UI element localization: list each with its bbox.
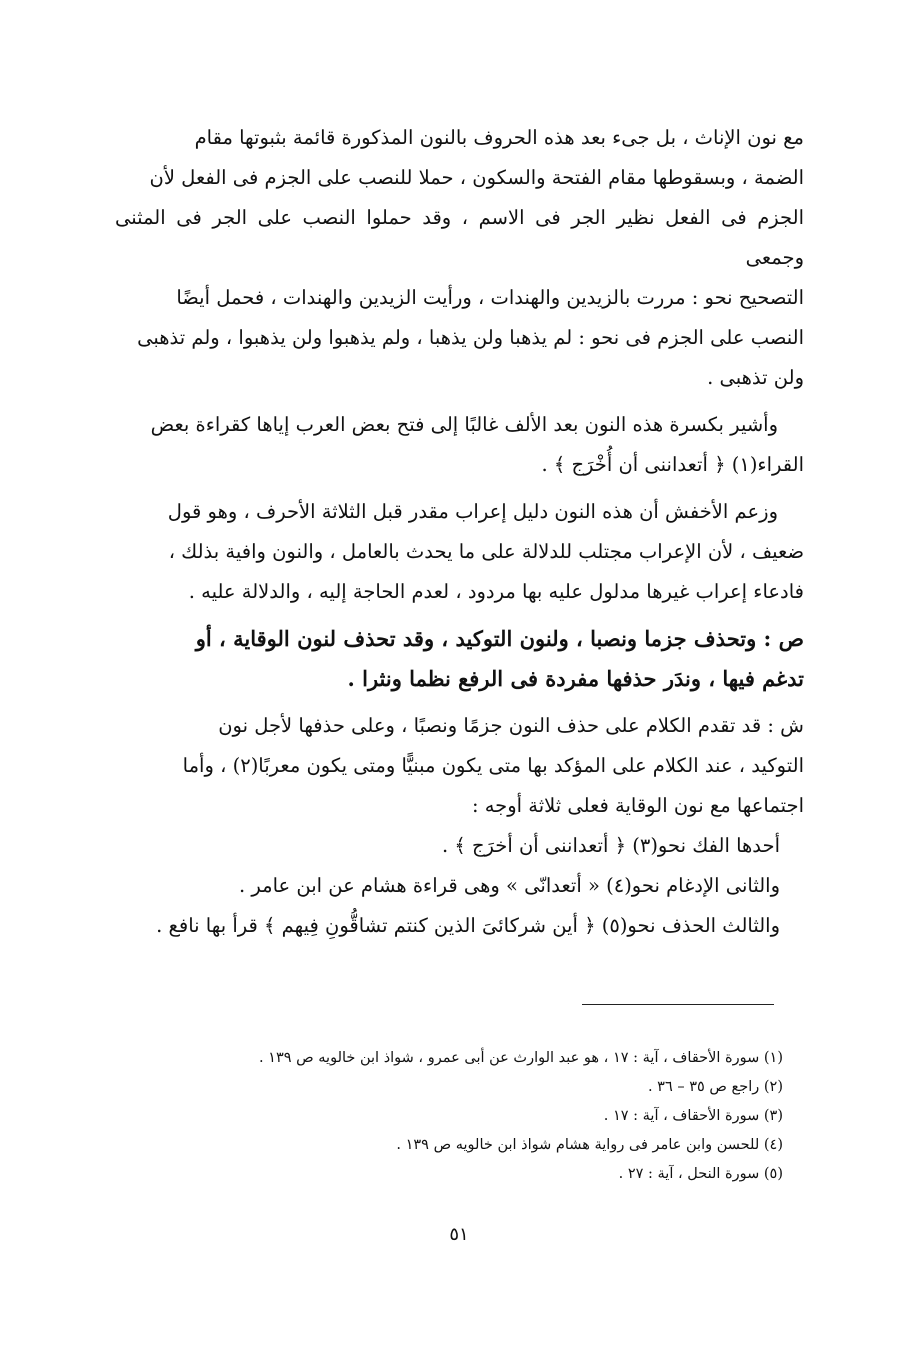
- text-line: مع نون الإناث ، بل جىء بعد هذه الحروف بالنون المذكورة قائمة بثبوتها مقام: [194, 126, 804, 149]
- text-line: [115, 492, 804, 532]
- list-item: والثالث الحذف نحو(٥) ﴿ أين شركائىَ الذين كنتم تشاقُّونِ فِيهم ﴾ قرأ بها نافع .: [156, 914, 780, 937]
- paragraph: [115, 706, 804, 946]
- footnote: (١) سورة الأحقاف ، آية : ١٧ ، هو عبد الوارث عن أبى عمرو ، شواذ ابن خالويه ص ١٣٩ .: [258, 1050, 783, 1066]
- paragraph: [115, 492, 804, 612]
- text-line: التوكيد ، عند الكلام على المؤكد بها متى يكون مبنيًّا ومتى يكون معربًا(٢) ، وأما: [182, 754, 804, 777]
- text-line-content: وأشير بكسرة هذه النون بعد الألف غالبًا إلى فتح بعض العرب إياها كقراءة بعض: [150, 413, 778, 436]
- text-line: ص : وتحذف جزما ونصبا ، ولنون التوكيد ، وقد تحذف لنون الوقاية ، أو: [195, 626, 804, 651]
- list-item: أحدها الفك نحو(٣) ﴿ أتعداننى أن أخرَج ﴾ .: [441, 834, 780, 857]
- matn-paragraph: [115, 619, 804, 699]
- text-line: [115, 405, 804, 445]
- main-text: [115, 118, 804, 953]
- paragraph: [115, 405, 804, 485]
- footnote: (٢) راجع ص ٣٥ – ٣٦ .: [647, 1079, 783, 1095]
- text-line: النصب على الجزم فى نحو : لم يذهبا ولن يذهبا ، ولم يذهبوا ولن يذهبوا ، ولم تذهبى: [137, 326, 804, 349]
- text-line: التصحيح نحو : مررت بالزيدين والهندات ، ورأيت الزيدين والهندات ، فحمل أيضًا: [176, 286, 804, 309]
- footnote: (٣) سورة الأحقاف ، آية : ١٧ .: [603, 1108, 783, 1124]
- text-line: ش : قد تقدم الكلام على حذف النون جزمًا ونصبًا ، وعلى حذفها لأجل نون: [218, 714, 804, 737]
- footnotes: [115, 1044, 783, 1189]
- footnote: (٤) للحسن وابن عامر فى رواية هشام شواذ ابن خالويه ص ١٣٩ .: [396, 1137, 783, 1153]
- text-line: ضعيف ، لأن الإعراب مجتلب للدلالة على ما يحدث بالعامل ، والنون وافية بذلك ،: [168, 540, 804, 563]
- page-number: ٥١: [449, 1224, 469, 1245]
- text-line: تدغم فيها ، وندَر حذفها مفردة فى الرفع نظما ونثرا .: [347, 666, 804, 691]
- text-line: فادعاء إعراب غيرها مدلول عليه بها مردود ، لعدم الحاجة إليه ، والدلالة عليه .: [188, 580, 804, 603]
- text-line: الجزم فى الفعل نظير الجر فى الاسم ، وقد حملوا النصب على الجر فى المثنى وجمعى: [115, 206, 804, 269]
- text-line: اجتماعها مع نون الوقاية فعلى ثلاثة أوجه :: [471, 794, 804, 817]
- footnote-separator: [582, 1004, 774, 1005]
- text-line: الضمة ، وبسقوطها مقام الفتحة والسكون ، حملا للنصب على الجزم فى الفعل لأن: [149, 166, 804, 189]
- text-line: القراء(١) ﴿ أتعداننى أن أُخْرَج ﴾ .: [541, 453, 804, 476]
- footnote: (٥) سورة النحل ، آية : ٢٧ .: [618, 1166, 783, 1182]
- paragraph: [115, 118, 804, 398]
- text-line-content: وزعم الأخفش أن هذه النون دليل إعراب مقدر قبل الثلاثة الأحرف ، وهو قول: [167, 500, 778, 523]
- list-item: والثانى الإدغام نحو(٤) « أتعدانّى » وهى قراءة هشام عن ابن عامر .: [238, 874, 780, 897]
- text-line: ولن تذهبى .: [707, 366, 804, 389]
